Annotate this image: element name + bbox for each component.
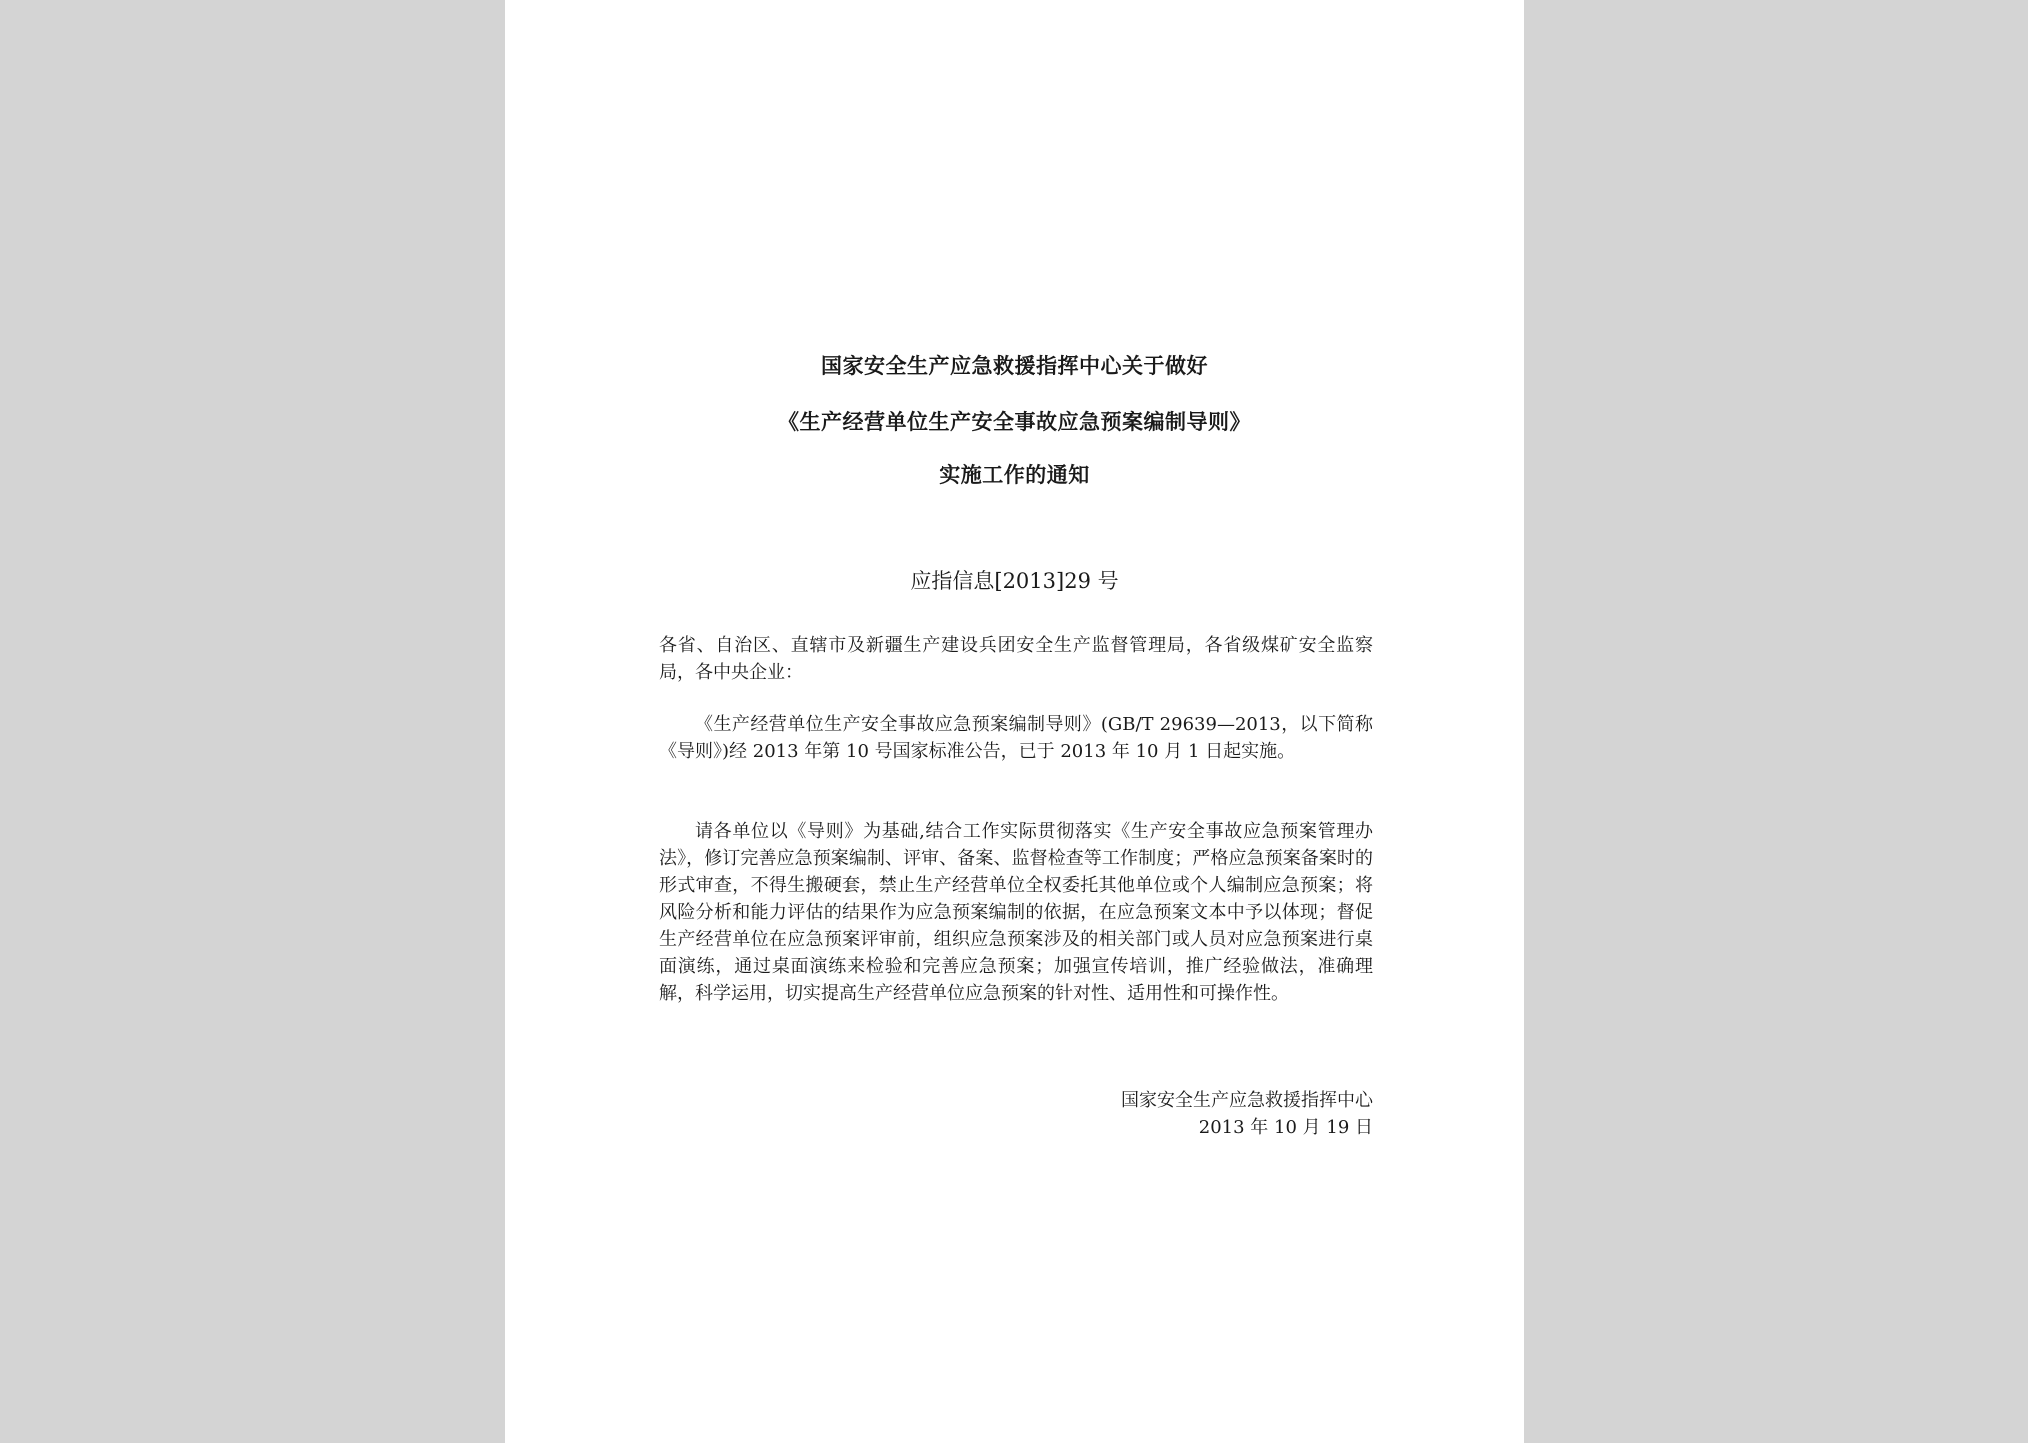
signature-block xyxy=(1121,1087,1373,1141)
signature-organization: 国家安全生产应急救援指挥中心 xyxy=(1121,1090,1373,1111)
paragraph-2: 请各单位以《导则》为基础,结合工作实际贯彻落实《生产安全事故应急预案管理办法》，修订完善应急预案编制、评审、备案、监督检查等工作制度；严格应急预案备案时的形式审查，不得生搬硬套，禁止生产经营单位全权委托其他单位或个人编制应急预案；将风险分析和能力评估的结果作为应急预案编制的依据，在应急预案文本中予以体现；督促生产经营单位在应急预案评审前，组织应急预案涉及的相关部门或人员对应急预案进行桌面演练，通过桌面演练来检验和完善应急预案；加强宣传培训，推广经验做法，准确理解，科学运用，切实提高生产经营单位应急预案的针对性、适用性和可操作性。 xyxy=(659,821,1373,1004)
document-number: 应指信息[2013]29 号 xyxy=(910,569,1119,593)
title-line-1: 国家安全生产应急救援指挥中心关于做好 xyxy=(821,354,1208,378)
document-page xyxy=(505,0,1524,1443)
signature-date: 2013 年 10 月 19 日 xyxy=(1198,1117,1373,1138)
paragraph-1: 《生产经营单位生产安全事故应急预案编制导则》(GB/T 29639—2013，以下简称《导则》)经 2013 年第 10 号国家标准公告，已于 2013 年 10 月 1 日起实施。 xyxy=(659,714,1373,762)
addressee: 各省、自治区、直辖市及新疆生产建设兵团安全生产监督管理局，各省级煤矿安全监察局，各中央企业： xyxy=(659,635,1373,683)
title-line-2: 《生产经营单位生产安全事故应急预案编制导则》 xyxy=(778,410,1251,434)
title-line-3: 实施工作的通知 xyxy=(939,463,1090,487)
